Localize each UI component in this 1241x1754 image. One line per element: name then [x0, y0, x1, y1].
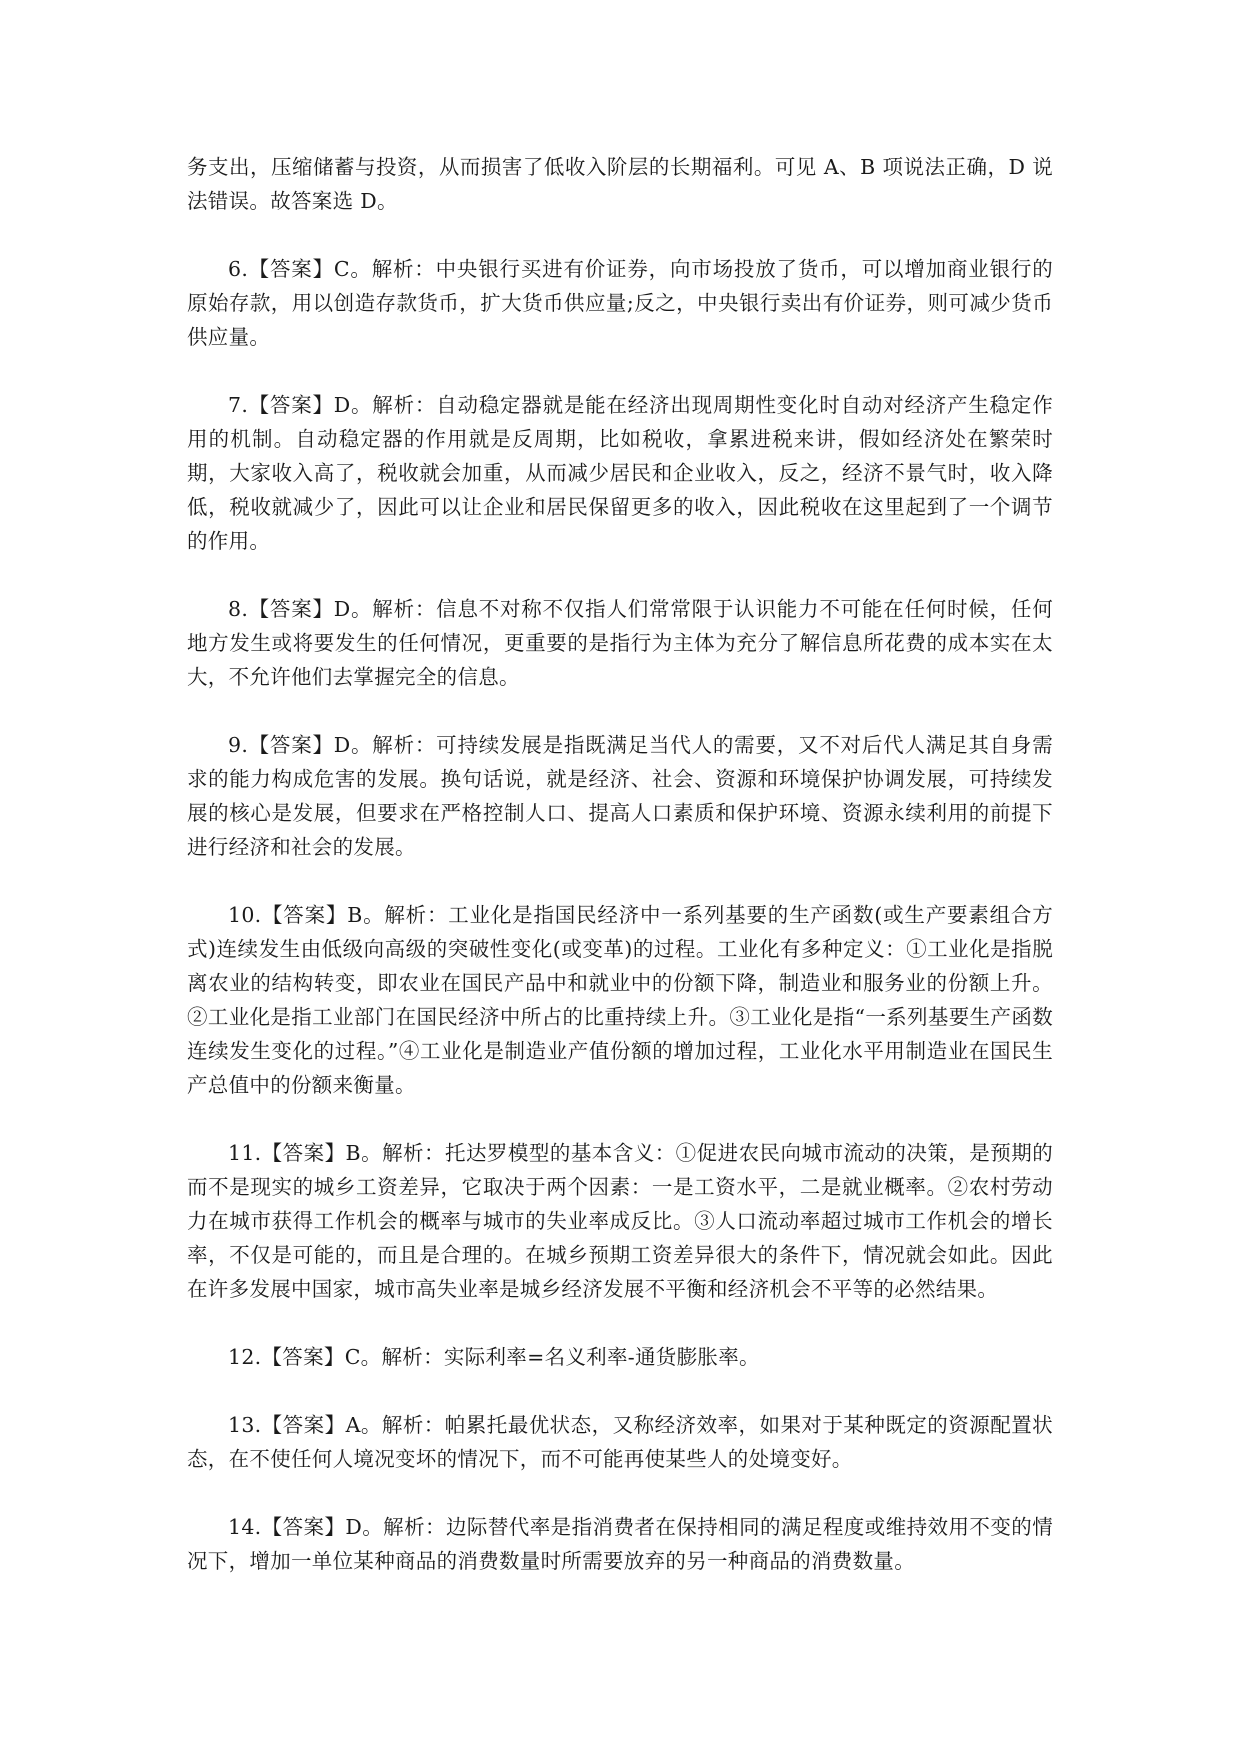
- answer-8: 8.【答案】D。解析：信息不对称不仅指人们常常限于认识能力不可能在任何时候，任何地方发生或将要发生的任何情况，更重要的是指行为主体为充分了解信息所花费的成本实在太大，不允许他们去掌握完全的信息。: [187, 597, 1053, 689]
- paragraph-continuation: 务支出，压缩储蓄与投资，从而损害了低收入阶层的长期福利。可见 A、B 项说法正确，D 说法错误。故答案选 D。: [187, 155, 1053, 213]
- answer-12: 12.【答案】C。解析：实际利率=名义利率-通货膨胀率。: [228, 1345, 760, 1369]
- answer-11: 11.【答案】B。解析：托达罗模型的基本含义：①促进农民向城市流动的决策，是预期的而不是现实的城乡工资差异，它取决于两个因素：一是工资水平，二是就业概率。②农村劳动力在城市获得工作机会的概率与城市的失业率成反比。③人口流动率超过城市工作机会的增长率，不仅是可能的，而且是合理的。在城乡预期工资差异很大的条件下，情况就会如此。因此在许多发展中国家，城市高失业率是城乡经济发展不平衡和经济机会不平等的必然结果。: [187, 1141, 1053, 1301]
- document-body: [187, 150, 1053, 1612]
- answer-6: 6.【答案】C。解析：中央银行买进有价证券，向市场投放了货币，可以增加商业银行的原始存款，用以创造存款货币，扩大货币供应量;反之，中央银行卖出有价证券，则可减少货币供应量。: [187, 257, 1053, 349]
- answer-7: 7.【答案】D。解析：自动稳定器就是能在经济出现周期性变化时自动对经济产生稳定作用的机制。自动稳定器的作用就是反周期，比如税收，拿累进税来讲，假如经济处在繁荣时期，大家收入高了，税收就会加重，从而减少居民和企业收入，反之，经济不景气时，收入降低，税收就减少了，因此可以让企业和居民保留更多的收入，因此税收在这里起到了一个调节的作用。: [187, 393, 1053, 553]
- answer-13: 13.【答案】A。解析：帕累托最优状态，又称经济效率，如果对于某种既定的资源配置状态，在不使任何人境况变坏的情况下，而不可能再使某些人的处境变好。: [187, 1413, 1053, 1471]
- answer-10: 10.【答案】B。解析：工业化是指国民经济中一系列基要的生产函数(或生产要素组合方式)连续发生由低级向高级的突破性变化(或变革)的过程。工业化有多种定义：①工业化是指脱离农业的结构转变，即农业在国民产品中和就业中的份额下降，制造业和服务业的份额上升。②工业化是指工业部门在国民经济中所占的比重持续上升。③工业化是指“一系列基要生产函数连续发生变化的过程。”④工业化是制造业产值份额的增加过程，工业化水平用制造业在国民生产总值中的份额来衡量。: [187, 903, 1053, 1097]
- answer-14: 14.【答案】D。解析：边际替代率是指消费者在保持相同的满足程度或维持效用不变的情况下，增加一单位某种商品的消费数量时所需要放弃的另一种商品的消费数量。: [187, 1515, 1053, 1573]
- answer-9: 9.【答案】D。解析：可持续发展是指既满足当代人的需要，又不对后代人满足其自身需求的能力构成危害的发展。换句话说，就是经济、社会、资源和环境保护协调发展，可持续发展的核心是发展，但要求在严格控制人口、提高人口素质和保护环境、资源永续利用的前提下进行经济和社会的发展。: [187, 733, 1053, 859]
